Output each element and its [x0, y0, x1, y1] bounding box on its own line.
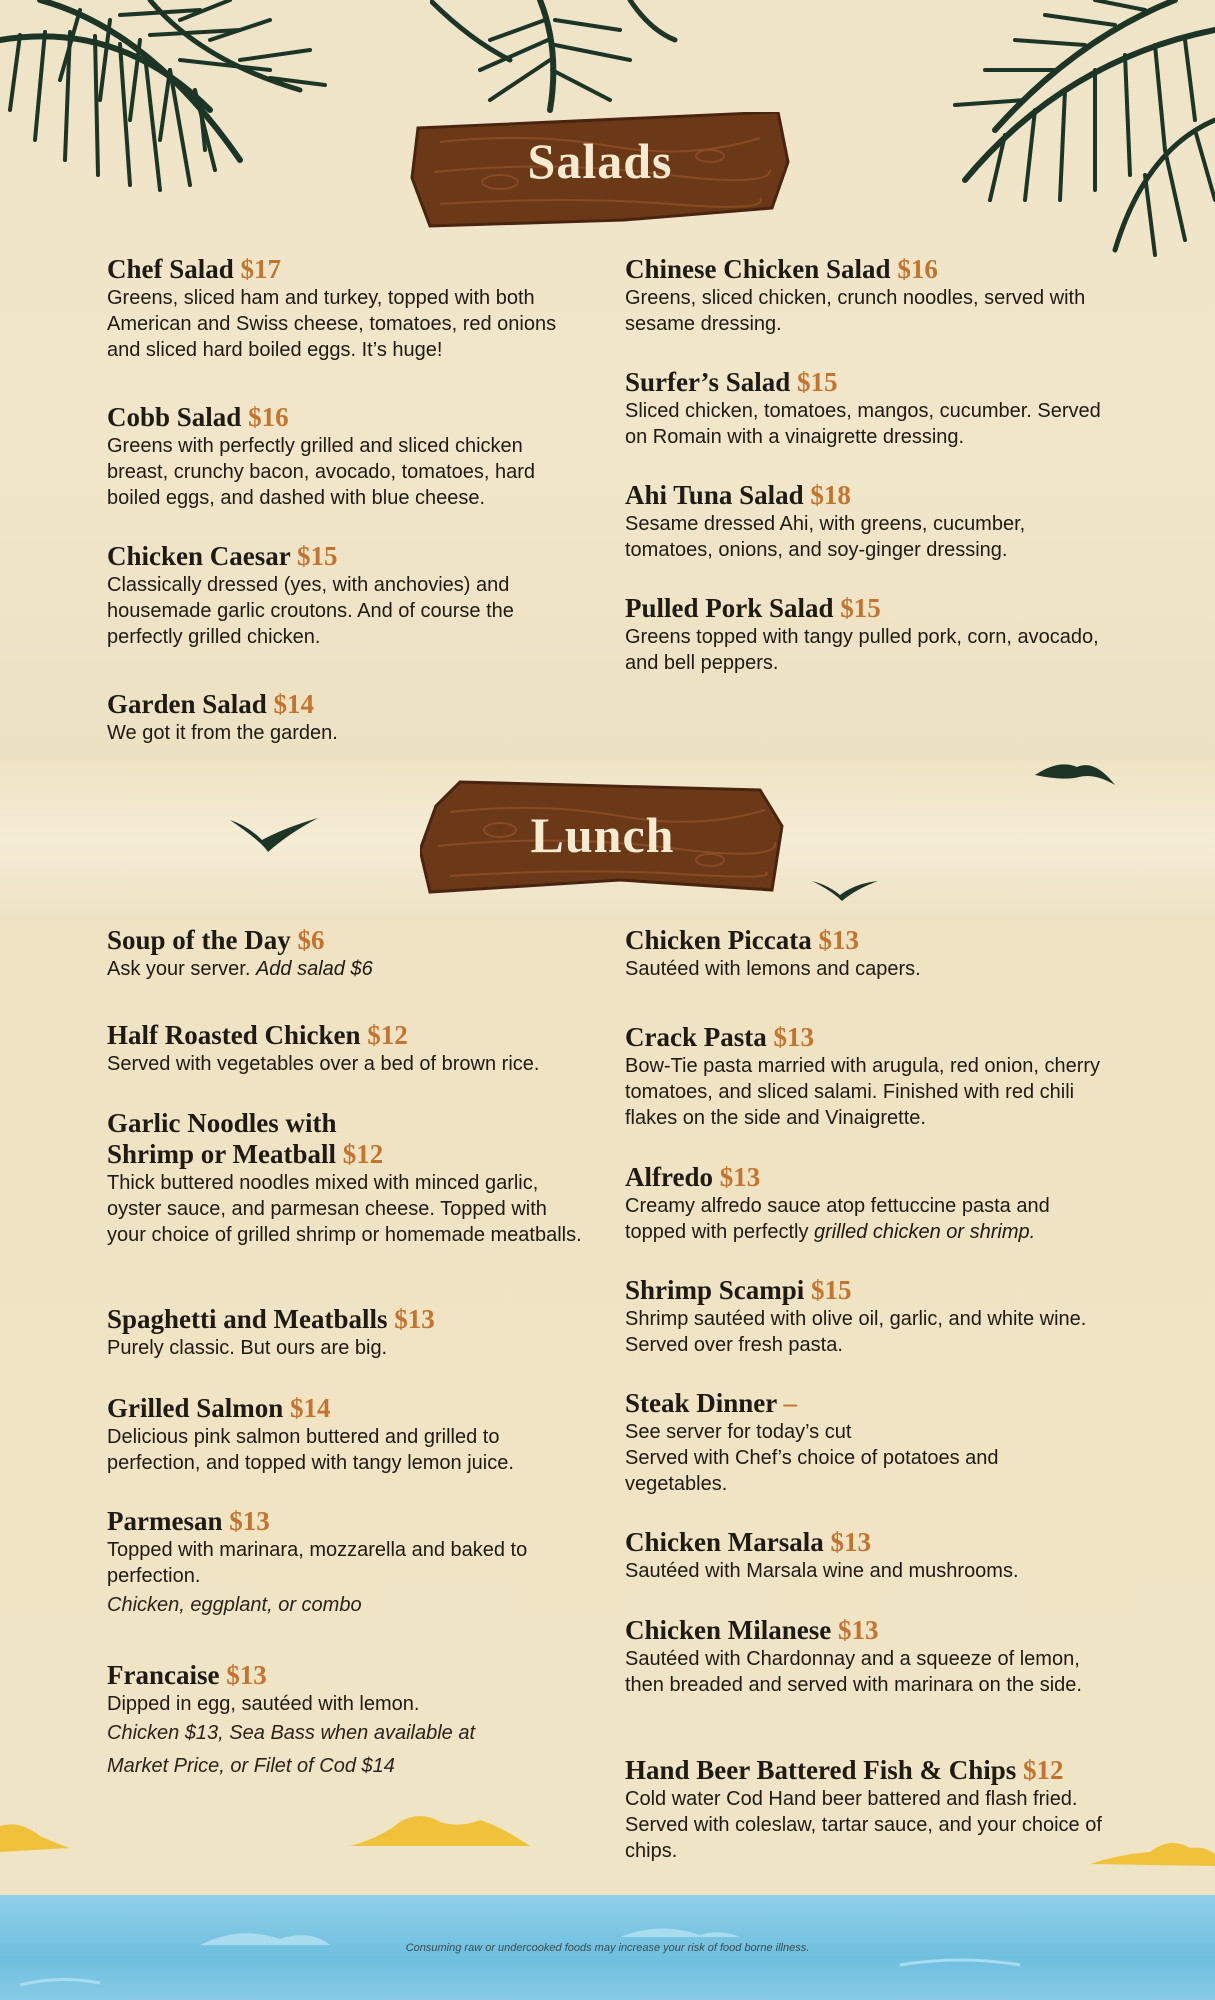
item-description: Purely classic. But ours are big. — [107, 1337, 388, 1359]
seagull-icon — [228, 812, 320, 860]
item-description: See server for today’s cut — [625, 1421, 852, 1443]
item-description: Thick buttered noodles mixed with minced garlic, oyster sauce, and parmesan cheese. Topped with your choice of grilled shrimp or homemade meatballs. — [107, 1172, 582, 1246]
item-name: Cobb Salad — [107, 402, 242, 432]
menu-item — [107, 1506, 587, 1622]
item-price: – — [783, 1388, 798, 1418]
item-description: Dipped in egg, sautéed with lemon. — [107, 1693, 420, 1715]
item-name: Hand Beer Battered Fish & Chips — [625, 1755, 1017, 1785]
item-name: Alfredo — [625, 1162, 713, 1192]
item-price: $17 — [240, 254, 282, 284]
item-name: Garden Salad — [107, 689, 267, 719]
item-description: Greens topped with tangy pulled pork, corn, avocado, and bell peppers. — [625, 626, 1099, 674]
item-name-line1: Garlic Noodles with — [107, 1108, 337, 1138]
item-note: Chicken $13, Sea Bass when available at Market Price, or Filet of Cod $14 — [107, 1722, 476, 1777]
item-name: Parmesan — [107, 1506, 223, 1536]
seagull-icon — [810, 877, 880, 903]
lunch-title: Lunch — [530, 807, 675, 863]
item-description: Greens, sliced chicken, crunch noodles, served with sesame dressing. — [625, 287, 1086, 335]
item-price: $15 — [811, 1275, 852, 1305]
item-description: Served with vegetables over a bed of brown rice. — [107, 1053, 540, 1075]
item-price: $13 — [719, 1162, 761, 1192]
item-price: $13 — [818, 925, 859, 955]
item-description: We got it from the garden. — [107, 722, 338, 744]
menu-item — [107, 402, 587, 511]
item-name: Spaghetti and Meatballs — [107, 1304, 388, 1334]
item-price: $14 — [290, 1393, 331, 1423]
item-name: Soup of the Day — [107, 925, 291, 955]
item-name: Chicken Milanese — [625, 1615, 832, 1645]
item-name: Chicken Caesar — [107, 541, 291, 571]
item-price: $13 — [394, 1304, 435, 1334]
item-description: Bow-Tie pasta married with arugula, red onion, cherry tomatoes, and sliced salami. Finished with red chili flakes on the side and Vinaigrette. — [625, 1055, 1101, 1129]
item-description: Sautéed with lemons and capers. — [625, 958, 921, 980]
item-description-note: grilled chicken or shrimp. — [814, 1221, 1036, 1243]
item-price: $15 — [840, 593, 881, 623]
menu-item — [107, 1393, 587, 1476]
item-name: Shrimp or Meatball — [107, 1139, 336, 1169]
menu-item — [625, 593, 1105, 676]
sand-island-icon — [1090, 1834, 1215, 1866]
item-price: $13 — [226, 1660, 267, 1690]
item-name: Grilled Salmon — [107, 1393, 284, 1423]
item-price: $13 — [838, 1615, 879, 1645]
item-description: Greens, sliced ham and turkey, topped with both American and Swiss cheese, tomatoes, red onions and sliced hard boiled eggs. It’s huge! — [107, 287, 557, 361]
item-price: $12 — [342, 1139, 384, 1169]
salads-title: Salads — [527, 133, 673, 189]
palm-leaves-middle-icon — [430, 0, 680, 120]
palm-leaves-right-icon — [845, 0, 1215, 260]
menu-item — [625, 1022, 1105, 1131]
item-price: $6 — [297, 925, 325, 955]
menu-item — [107, 1108, 587, 1248]
item-price: $13 — [773, 1022, 814, 1052]
item-price: $12 — [367, 1020, 408, 1050]
menu-item — [625, 1615, 1105, 1698]
item-price: $15 — [797, 367, 838, 397]
item-name: Chef Salad — [107, 254, 234, 284]
menu-item — [625, 1755, 1105, 1864]
item-name: Crack Pasta — [625, 1022, 767, 1052]
item-name: Ahi Tuna Salad — [625, 480, 804, 510]
item-description: Greens with perfectly grilled and sliced chicken breast, crunchy bacon, avocado, tomatoes, hard boiled eggs, and dashed with blue cheese. — [107, 435, 536, 509]
item-description: Delicious pink salmon buttered and grilled to perfection, and topped with tangy lemon juice. — [107, 1426, 514, 1474]
item-description: Topped with marinara, mozzarella and baked to perfection. — [107, 1539, 528, 1587]
item-description-2: Served with Chef’s choice of potatoes and vegetables. — [625, 1447, 999, 1495]
item-price: $14 — [273, 689, 315, 719]
item-description-note: Add salad $6 — [255, 958, 373, 980]
menu-item — [107, 925, 587, 982]
item-description: Sautéed with Chardonnay and a squeeze of lemon, then breaded and served with marinara on the side. — [625, 1648, 1082, 1696]
menu-item — [625, 925, 1105, 982]
item-description: Cold water Cod Hand beer battered and flash fried. Served with coleslaw, tartar sauce, and your choice of chips. — [625, 1788, 1102, 1862]
item-description: Sesame dressed Ahi, with greens, cucumber, tomatoes, onions, and soy-ginger dressing. — [625, 513, 1026, 561]
menu-item — [625, 254, 1105, 337]
seagull-icon — [1033, 755, 1117, 791]
item-description: Shrimp sautéed with olive oil, garlic, and white wine. Served over fresh pasta. — [625, 1308, 1087, 1356]
item-name: Chicken Marsala — [625, 1527, 824, 1557]
menu-item — [107, 1660, 507, 1783]
item-description: Sautéed with Marsala wine and mushrooms. — [625, 1560, 1019, 1582]
item-name: Steak Dinner — [625, 1388, 777, 1418]
item-name: Surfer’s Salad — [625, 367, 791, 397]
item-description: Ask your server. — [107, 958, 251, 980]
food-safety-disclaimer: Consuming raw or undercooked foods may increase your risk of food borne illness. — [405, 1942, 810, 1954]
menu-item — [625, 367, 1105, 450]
menu-item — [107, 541, 587, 650]
item-price: $15 — [297, 541, 338, 571]
salads-sign — [410, 112, 790, 230]
item-description: Creamy alfredo sauce atop fettuccine pasta and topped with perfectly — [625, 1195, 1050, 1243]
item-name: Shrimp Scampi — [625, 1275, 805, 1305]
menu-item — [625, 1162, 1105, 1245]
menu-item — [625, 1527, 1105, 1584]
item-name: Pulled Pork Salad — [625, 593, 834, 623]
item-name: Chicken Piccata — [625, 925, 812, 955]
palm-leaves-left-icon — [0, 0, 330, 230]
menu-item — [625, 1275, 1105, 1358]
item-price: $13 — [229, 1506, 270, 1536]
sand-island-icon — [350, 1808, 530, 1850]
item-price: $13 — [830, 1527, 871, 1557]
menu-item — [625, 1388, 1045, 1497]
item-note: Chicken, eggplant, or combo — [107, 1594, 362, 1616]
sand-island-icon — [0, 1818, 70, 1854]
item-price: $18 — [810, 480, 851, 510]
menu-item — [107, 689, 587, 746]
item-name: Half Roasted Chicken — [107, 1020, 361, 1050]
item-description: Sliced chicken, tomatoes, mangos, cucumber. Served on Romain with a vinaigrette dressing. — [625, 400, 1101, 448]
item-price: $16 — [897, 254, 938, 284]
menu-item — [107, 1020, 587, 1077]
item-name: Chinese Chicken Salad — [625, 254, 891, 284]
item-name: Francaise — [107, 1660, 220, 1690]
menu-item — [107, 1304, 587, 1361]
menu-item — [625, 480, 1105, 563]
item-price: $16 — [248, 402, 289, 432]
item-description: Classically dressed (yes, with anchovies) and housemade garlic croutons. And of course the perfectly grilled chicken. — [107, 574, 514, 648]
lunch-sign — [420, 776, 785, 898]
menu-item — [107, 254, 587, 363]
item-price: $12 — [1023, 1755, 1064, 1785]
